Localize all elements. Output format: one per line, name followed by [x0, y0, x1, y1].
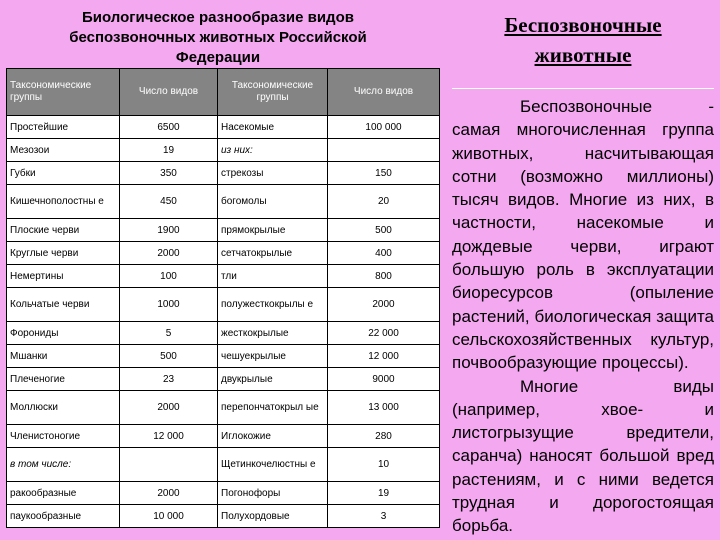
header-species-count-2: Число видов — [328, 69, 440, 116]
taxon-cell: Насекомые — [218, 116, 328, 139]
species-count-cell: 2000 — [328, 288, 440, 322]
table-row — [7, 288, 440, 322]
taxon-cell: Кольчатые черви — [7, 288, 120, 322]
species-count-cell: 23 — [120, 368, 218, 391]
species-count-cell: 6500 — [120, 116, 218, 139]
table-row — [7, 242, 440, 265]
taxon-cell: Погонофоры — [218, 482, 328, 505]
table-title-line-1: Биологическое разнообразие видов — [82, 9, 354, 26]
species-count-cell: 1900 — [120, 219, 218, 242]
species-count-cell: 20 — [328, 185, 440, 219]
paragraph-2: Многие виды (например, хвое- и листогрызущие вредители, саранча) наносят большой вред растениям, и с ними ведется трудная и дорогостоящая борьба. — [452, 376, 714, 536]
header-taxonomic-groups-2: Таксономические группы — [218, 69, 328, 116]
taxon-cell: Плеченогие — [7, 368, 120, 391]
taxon-cell: Плоские черви — [7, 219, 120, 242]
table-row — [7, 185, 440, 219]
table-title-line-2: беспозвоночных животных Российской — [69, 29, 367, 46]
taxon-cell: Губки — [7, 162, 120, 185]
species-count-cell: 100 — [120, 265, 218, 288]
species-count-cell: 350 — [120, 162, 218, 185]
table-title — [8, 8, 428, 68]
taxon-cell: Кишечнополостны е — [7, 185, 120, 219]
taxon-cell: Щетинкочелюстны е — [218, 448, 328, 482]
table-row — [7, 322, 440, 345]
species-count-cell: 13 000 — [328, 391, 440, 425]
species-count-cell: 400 — [328, 242, 440, 265]
species-count-cell: 10 000 — [120, 505, 218, 528]
description-text — [452, 95, 714, 538]
taxon-cell: из них: — [218, 139, 328, 162]
table-row — [7, 219, 440, 242]
taxon-cell: тли — [218, 265, 328, 288]
species-count-cell — [328, 139, 440, 162]
species-count-cell: 1000 — [120, 288, 218, 322]
species-count-cell — [120, 448, 218, 482]
paragraph-1: Беспозвоночные - самая многочисленная группа животных, насчитывающая сотни (возможно миллионы) тысяч видов. Многие из них, в частности, насекомые и дождевые черви, играют большую роль в эксплуатации биоресурсов (опыление растений, биологическая защита сельскохозяйственных культур, почвообразующие процессы). — [452, 97, 714, 373]
taxon-cell: Моллюски — [7, 391, 120, 425]
taxon-cell: перепончатокрыл ые — [218, 391, 328, 425]
species-count-cell: 9000 — [328, 368, 440, 391]
species-count-cell: 5 — [120, 322, 218, 345]
taxon-cell: двукрылые — [218, 368, 328, 391]
species-count-cell: 280 — [328, 425, 440, 448]
species-count-cell: 12 000 — [120, 425, 218, 448]
taxon-cell: стрекозы — [218, 162, 328, 185]
species-count-cell: 2000 — [120, 391, 218, 425]
taxon-cell: Полухордовые — [218, 505, 328, 528]
species-count-cell: 19 — [120, 139, 218, 162]
table-row — [7, 345, 440, 368]
species-count-cell: 19 — [328, 482, 440, 505]
taxon-cell: ракообразные — [7, 482, 120, 505]
species-count-cell: 2000 — [120, 242, 218, 265]
taxon-cell: богомолы — [218, 185, 328, 219]
taxon-cell: Мезозои — [7, 139, 120, 162]
taxon-cell: Форониды — [7, 322, 120, 345]
table-row — [7, 368, 440, 391]
species-count-cell: 12 000 — [328, 345, 440, 368]
taxon-cell: в том числе: — [7, 448, 120, 482]
species-count-cell: 10 — [328, 448, 440, 482]
taxon-cell: Круглые черви — [7, 242, 120, 265]
table-row — [7, 265, 440, 288]
table-row — [7, 139, 440, 162]
taxon-cell: Немертины — [7, 265, 120, 288]
species-count-cell: 3 — [328, 505, 440, 528]
species-count-cell: 450 — [120, 185, 218, 219]
taxon-cell: Иглокожие — [218, 425, 328, 448]
section-title-line-2: животные — [534, 43, 632, 67]
biodiversity-table — [6, 68, 440, 528]
taxon-cell: паукообразные — [7, 505, 120, 528]
header-species-count-1: Число видов — [120, 69, 218, 116]
header-taxonomic-groups-1: Таксономические группы — [7, 69, 120, 116]
taxon-cell: Мшанки — [7, 345, 120, 368]
table-row — [7, 505, 440, 528]
taxon-cell: Простейшие — [7, 116, 120, 139]
taxon-cell: сетчатокрылые — [218, 242, 328, 265]
table-row — [7, 448, 440, 482]
species-count-cell: 150 — [328, 162, 440, 185]
species-count-cell: 800 — [328, 265, 440, 288]
taxon-cell: чешуекрылые — [218, 345, 328, 368]
table-row — [7, 162, 440, 185]
divider-line — [452, 88, 714, 89]
table-row — [7, 391, 440, 425]
taxon-cell: прямокрылые — [218, 219, 328, 242]
table-row — [7, 425, 440, 448]
table-title-line-3: Федерации — [175, 49, 261, 66]
taxon-cell: жесткокрылые — [218, 322, 328, 345]
species-count-cell: 100 000 — [328, 116, 440, 139]
table-header-row — [7, 69, 440, 116]
species-count-cell: 2000 — [120, 482, 218, 505]
species-count-cell: 500 — [328, 219, 440, 242]
section-title-line-1: Беспозвоночные — [504, 13, 662, 37]
species-count-cell: 22 000 — [328, 322, 440, 345]
taxon-cell: Членистоногие — [7, 425, 120, 448]
taxon-cell: полужесткокрылы е — [218, 288, 328, 322]
table-row — [7, 482, 440, 505]
section-title — [452, 10, 714, 70]
table-row — [7, 116, 440, 139]
species-count-cell: 500 — [120, 345, 218, 368]
